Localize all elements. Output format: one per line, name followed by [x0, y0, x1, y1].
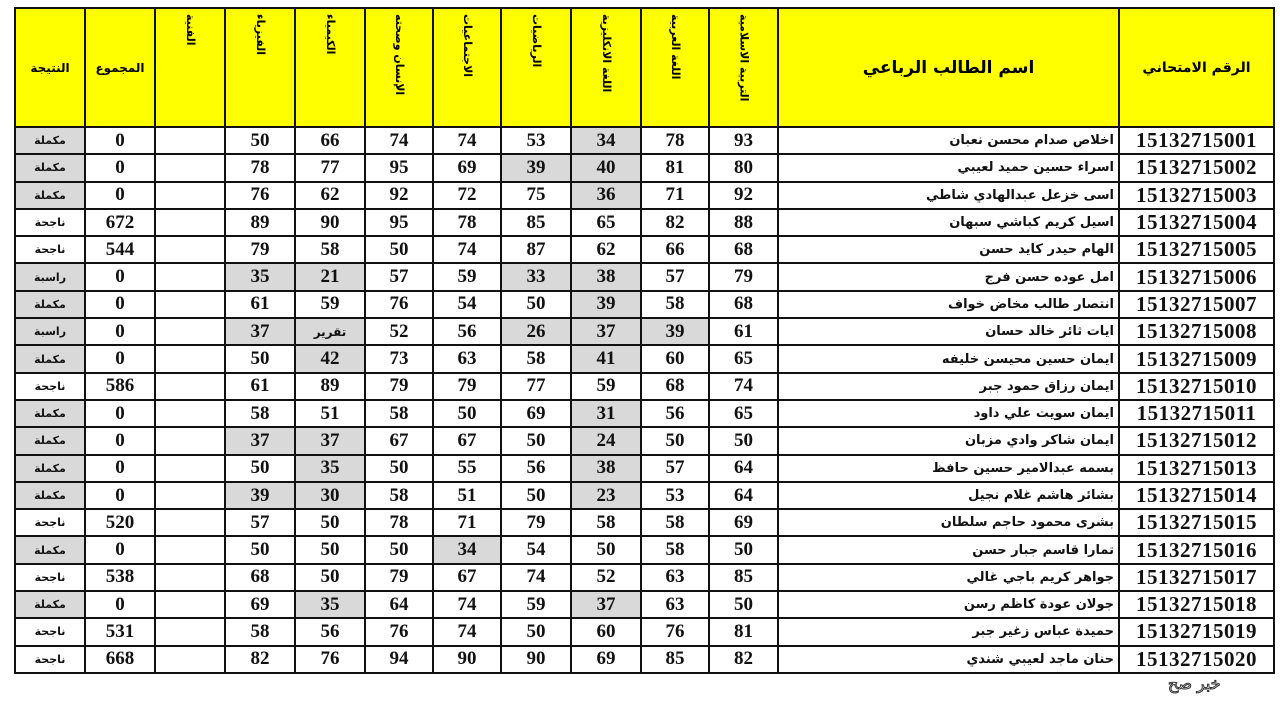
cell-social: 59	[433, 263, 501, 290]
cell-name: الهام حيدر كايد حسن	[778, 236, 1119, 263]
table-row	[15, 373, 1274, 400]
cell-social: 56	[433, 318, 501, 345]
table-row	[15, 536, 1274, 563]
cell-math: 74	[501, 564, 571, 591]
cell-human-health: 79	[365, 373, 433, 400]
cell-human-health: 57	[365, 263, 433, 290]
cell-islamic: 69	[709, 509, 778, 536]
cell-exam-no: 15132715008	[1119, 318, 1274, 345]
cell-exam-no: 15132715010	[1119, 373, 1274, 400]
cell-arabic: 76	[641, 618, 709, 645]
cell-art	[155, 154, 225, 181]
cell-math: 56	[501, 455, 571, 482]
cell-islamic: 74	[709, 373, 778, 400]
cell-exam-no: 15132715004	[1119, 209, 1274, 236]
cell-name: جواهر كريم باجي غالي	[778, 564, 1119, 591]
cell-social: 72	[433, 182, 501, 209]
cell-art	[155, 291, 225, 318]
cell-physics: 68	[225, 564, 295, 591]
cell-total: 0	[85, 591, 155, 618]
cell-physics: 50	[225, 127, 295, 154]
cell-chemistry: 21	[295, 263, 365, 290]
cell-physics: 58	[225, 400, 295, 427]
cell-social: 71	[433, 509, 501, 536]
cell-english: 37	[571, 318, 641, 345]
cell-art	[155, 400, 225, 427]
cell-human-health: 95	[365, 209, 433, 236]
cell-art	[155, 646, 225, 673]
cell-chemistry: 90	[295, 209, 365, 236]
cell-exam-no: 15132715001	[1119, 127, 1274, 154]
cell-math: 59	[501, 591, 571, 618]
cell-arabic: 71	[641, 182, 709, 209]
cell-arabic: 85	[641, 646, 709, 673]
cell-total: 0	[85, 182, 155, 209]
cell-chemistry: 77	[295, 154, 365, 181]
table-row	[15, 427, 1274, 454]
cell-chemistry: 30	[295, 482, 365, 509]
cell-art	[155, 345, 225, 372]
cell-islamic: 68	[709, 236, 778, 263]
cell-chemistry: 35	[295, 455, 365, 482]
cell-human-health: 67	[365, 427, 433, 454]
cell-art	[155, 564, 225, 591]
header-islamic: التربية الاسلامية	[709, 8, 778, 127]
cell-physics: 57	[225, 509, 295, 536]
cell-arabic: 82	[641, 209, 709, 236]
table-row	[15, 455, 1274, 482]
cell-chemistry: 89	[295, 373, 365, 400]
cell-english: 52	[571, 564, 641, 591]
cell-social: 78	[433, 209, 501, 236]
cell-exam-no: 15132715005	[1119, 236, 1274, 263]
cell-chemistry: تقرير	[295, 318, 365, 345]
cell-physics: 82	[225, 646, 295, 673]
cell-result: مكملة	[15, 455, 85, 482]
cell-result: ناجحة	[15, 373, 85, 400]
cell-math: 85	[501, 209, 571, 236]
cell-islamic: 85	[709, 564, 778, 591]
cell-art	[155, 209, 225, 236]
cell-exam-no: 15132715014	[1119, 482, 1274, 509]
cell-exam-no: 15132715006	[1119, 263, 1274, 290]
cell-total: 0	[85, 291, 155, 318]
cell-total: 0	[85, 400, 155, 427]
cell-english: 37	[571, 591, 641, 618]
cell-human-health: 50	[365, 455, 433, 482]
cell-physics: 50	[225, 455, 295, 482]
table-row	[15, 127, 1274, 154]
table-row	[15, 646, 1274, 673]
cell-islamic: 64	[709, 482, 778, 509]
cell-name: ايمان حسين محيسن خليفه	[778, 345, 1119, 372]
table-row	[15, 591, 1274, 618]
cell-arabic: 57	[641, 455, 709, 482]
cell-islamic: 68	[709, 291, 778, 318]
table-row	[15, 209, 1274, 236]
cell-name: ايمان شاكر وادي مزبان	[778, 427, 1119, 454]
cell-arabic: 66	[641, 236, 709, 263]
table-row	[15, 291, 1274, 318]
cell-name: اسيل كريم كباشي سبهان	[778, 209, 1119, 236]
cell-art	[155, 236, 225, 263]
cell-math: 26	[501, 318, 571, 345]
cell-social: 74	[433, 591, 501, 618]
cell-arabic: 58	[641, 291, 709, 318]
cell-name: اخلاص صدام محسن نعبان	[778, 127, 1119, 154]
cell-result: مكملة	[15, 127, 85, 154]
cell-art	[155, 618, 225, 645]
cell-total: 586	[85, 373, 155, 400]
cell-total: 0	[85, 536, 155, 563]
cell-english: 38	[571, 263, 641, 290]
cell-total: 0	[85, 127, 155, 154]
cell-exam-no: 15132715015	[1119, 509, 1274, 536]
cell-math: 58	[501, 345, 571, 372]
cell-human-health: 92	[365, 182, 433, 209]
cell-art	[155, 536, 225, 563]
cell-result: مكملة	[15, 345, 85, 372]
table-row	[15, 182, 1274, 209]
header-name: اسم الطالب الرباعي	[778, 8, 1119, 127]
cell-social: 90	[433, 646, 501, 673]
cell-total: 672	[85, 209, 155, 236]
cell-english: 34	[571, 127, 641, 154]
header-physics: الفيزياء	[225, 8, 295, 127]
cell-islamic: 65	[709, 400, 778, 427]
cell-name: تمارا قاسم جبار حسن	[778, 536, 1119, 563]
cell-result: ناجحة	[15, 618, 85, 645]
table-row	[15, 482, 1274, 509]
cell-islamic: 65	[709, 345, 778, 372]
cell-result: مكملة	[15, 182, 85, 209]
cell-social: 74	[433, 127, 501, 154]
cell-math: 69	[501, 400, 571, 427]
cell-social: 54	[433, 291, 501, 318]
cell-chemistry: 76	[295, 646, 365, 673]
cell-human-health: 50	[365, 536, 433, 563]
cell-islamic: 80	[709, 154, 778, 181]
cell-art	[155, 509, 225, 536]
cell-art	[155, 182, 225, 209]
cell-result: راسبة	[15, 318, 85, 345]
header-english: اللغة الانكليزية	[571, 8, 641, 127]
cell-human-health: 50	[365, 236, 433, 263]
cell-english: 40	[571, 154, 641, 181]
cell-total: 520	[85, 509, 155, 536]
cell-social: 34	[433, 536, 501, 563]
cell-english: 50	[571, 536, 641, 563]
table-body	[15, 127, 1274, 673]
cell-result: مكملة	[15, 154, 85, 181]
table-row	[15, 400, 1274, 427]
cell-islamic: 61	[709, 318, 778, 345]
cell-english: 62	[571, 236, 641, 263]
cell-arabic: 58	[641, 509, 709, 536]
cell-arabic: 57	[641, 263, 709, 290]
cell-math: 50	[501, 427, 571, 454]
cell-social: 63	[433, 345, 501, 372]
cell-math: 50	[501, 291, 571, 318]
cell-total: 0	[85, 318, 155, 345]
cell-name: حميدة عباس زغير جبر	[778, 618, 1119, 645]
cell-result: ناجحة	[15, 564, 85, 591]
cell-chemistry: 42	[295, 345, 365, 372]
cell-arabic: 63	[641, 564, 709, 591]
cell-english: 24	[571, 427, 641, 454]
header-result: النتيجة	[15, 8, 85, 127]
cell-math: 33	[501, 263, 571, 290]
cell-art	[155, 482, 225, 509]
cell-islamic: 64	[709, 455, 778, 482]
cell-total: 531	[85, 618, 155, 645]
cell-name: بسمه عبدالامير حسين حافظ	[778, 455, 1119, 482]
cell-total: 668	[85, 646, 155, 673]
cell-physics: 89	[225, 209, 295, 236]
cell-chemistry: 50	[295, 509, 365, 536]
cell-social: 79	[433, 373, 501, 400]
cell-exam-no: 15132715013	[1119, 455, 1274, 482]
cell-arabic: 78	[641, 127, 709, 154]
cell-art	[155, 127, 225, 154]
cell-name: اسى خزعل عبدالهادي شاطي	[778, 182, 1119, 209]
cell-english: 69	[571, 646, 641, 673]
table-row	[15, 154, 1274, 181]
cell-name: ايمان رزاق حمود جبر	[778, 373, 1119, 400]
cell-arabic: 50	[641, 427, 709, 454]
cell-result: مكملة	[15, 536, 85, 563]
cell-name: جولان عودة كاظم رسن	[778, 591, 1119, 618]
cell-chemistry: 35	[295, 591, 365, 618]
cell-exam-no: 15132715009	[1119, 345, 1274, 372]
cell-physics: 50	[225, 536, 295, 563]
table-row	[15, 564, 1274, 591]
cell-human-health: 95	[365, 154, 433, 181]
cell-result: ناجحة	[15, 236, 85, 263]
cell-math: 79	[501, 509, 571, 536]
cell-chemistry: 51	[295, 400, 365, 427]
cell-social: 69	[433, 154, 501, 181]
cell-human-health: 73	[365, 345, 433, 372]
cell-name: ايات ثائر خالد حسان	[778, 318, 1119, 345]
cell-physics: 50	[225, 345, 295, 372]
cell-physics: 58	[225, 618, 295, 645]
header-row	[15, 8, 1274, 127]
cell-total: 0	[85, 345, 155, 372]
cell-english: 23	[571, 482, 641, 509]
cell-result: مكملة	[15, 482, 85, 509]
cell-result: مكملة	[15, 591, 85, 618]
cell-human-health: 64	[365, 591, 433, 618]
cell-art	[155, 318, 225, 345]
cell-result: مكملة	[15, 400, 85, 427]
header-social: الاجتماعيات	[433, 8, 501, 127]
cell-physics: 61	[225, 373, 295, 400]
table-row	[15, 236, 1274, 263]
cell-exam-no: 15132715002	[1119, 154, 1274, 181]
cell-art	[155, 455, 225, 482]
cell-math: 75	[501, 182, 571, 209]
cell-result: ناجحة	[15, 509, 85, 536]
cell-chemistry: 66	[295, 127, 365, 154]
cell-math: 53	[501, 127, 571, 154]
cell-physics: 69	[225, 591, 295, 618]
student-results-table	[14, 7, 1275, 674]
cell-english: 36	[571, 182, 641, 209]
cell-arabic: 81	[641, 154, 709, 181]
cell-result: راسبة	[15, 263, 85, 290]
cell-islamic: 79	[709, 263, 778, 290]
table-row	[15, 263, 1274, 290]
cell-chemistry: 62	[295, 182, 365, 209]
watermark-logo: خبر صح	[1168, 674, 1221, 693]
cell-chemistry: 37	[295, 427, 365, 454]
cell-english: 41	[571, 345, 641, 372]
cell-chemistry: 56	[295, 618, 365, 645]
cell-result: ناجحة	[15, 209, 85, 236]
cell-islamic: 81	[709, 618, 778, 645]
cell-exam-no: 15132715012	[1119, 427, 1274, 454]
cell-physics: 39	[225, 482, 295, 509]
cell-social: 55	[433, 455, 501, 482]
cell-total: 538	[85, 564, 155, 591]
cell-total: 544	[85, 236, 155, 263]
cell-physics: 61	[225, 291, 295, 318]
cell-english: 59	[571, 373, 641, 400]
cell-english: 58	[571, 509, 641, 536]
cell-exam-no: 15132715016	[1119, 536, 1274, 563]
cell-art	[155, 591, 225, 618]
cell-result: مكملة	[15, 291, 85, 318]
cell-physics: 79	[225, 236, 295, 263]
cell-arabic: 53	[641, 482, 709, 509]
cell-exam-no: 15132715018	[1119, 591, 1274, 618]
cell-islamic: 92	[709, 182, 778, 209]
cell-human-health: 78	[365, 509, 433, 536]
cell-name: انتصار طالب مخاض خواف	[778, 291, 1119, 318]
cell-english: 38	[571, 455, 641, 482]
cell-art	[155, 427, 225, 454]
header-human-health: الإنسان وصحته	[365, 8, 433, 127]
cell-math: 50	[501, 618, 571, 645]
cell-social: 50	[433, 400, 501, 427]
cell-human-health: 76	[365, 291, 433, 318]
cell-name: ايمان سويت علي داود	[778, 400, 1119, 427]
cell-math: 50	[501, 482, 571, 509]
cell-result: مكملة	[15, 427, 85, 454]
cell-physics: 37	[225, 427, 295, 454]
cell-human-health: 79	[365, 564, 433, 591]
cell-math: 87	[501, 236, 571, 263]
cell-exam-no: 15132715020	[1119, 646, 1274, 673]
cell-english: 60	[571, 618, 641, 645]
cell-chemistry: 50	[295, 564, 365, 591]
header-math: الرياضيات	[501, 8, 571, 127]
cell-social: 67	[433, 427, 501, 454]
cell-math: 54	[501, 536, 571, 563]
cell-islamic: 82	[709, 646, 778, 673]
table-row	[15, 345, 1274, 372]
cell-chemistry: 59	[295, 291, 365, 318]
cell-exam-no: 15132715017	[1119, 564, 1274, 591]
cell-arabic: 56	[641, 400, 709, 427]
cell-name: بشرى محمود حاجم سلطان	[778, 509, 1119, 536]
cell-result: ناجحة	[15, 646, 85, 673]
cell-social: 74	[433, 618, 501, 645]
cell-chemistry: 50	[295, 536, 365, 563]
cell-total: 0	[85, 154, 155, 181]
cell-islamic: 50	[709, 591, 778, 618]
table-row	[15, 618, 1274, 645]
cell-math: 39	[501, 154, 571, 181]
cell-english: 65	[571, 209, 641, 236]
cell-islamic: 88	[709, 209, 778, 236]
cell-islamic: 93	[709, 127, 778, 154]
header-chemistry: الكيمياء	[295, 8, 365, 127]
cell-math: 77	[501, 373, 571, 400]
table-row	[15, 509, 1274, 536]
cell-chemistry: 58	[295, 236, 365, 263]
cell-english: 39	[571, 291, 641, 318]
cell-exam-no: 15132715019	[1119, 618, 1274, 645]
cell-total: 0	[85, 263, 155, 290]
cell-human-health: 94	[365, 646, 433, 673]
cell-physics: 35	[225, 263, 295, 290]
cell-total: 0	[85, 427, 155, 454]
cell-social: 67	[433, 564, 501, 591]
cell-name: اسراء حسين حميد لعيبي	[778, 154, 1119, 181]
header-exam-no: الرقم الامتحاني	[1119, 8, 1274, 127]
cell-arabic: 39	[641, 318, 709, 345]
cell-exam-no: 15132715003	[1119, 182, 1274, 209]
cell-math: 90	[501, 646, 571, 673]
cell-physics: 78	[225, 154, 295, 181]
cell-human-health: 58	[365, 400, 433, 427]
cell-name: امل عوده حسن فرج	[778, 263, 1119, 290]
cell-total: 0	[85, 455, 155, 482]
cell-english: 31	[571, 400, 641, 427]
cell-social: 74	[433, 236, 501, 263]
header-art: الفنية	[155, 8, 225, 127]
cell-arabic: 63	[641, 591, 709, 618]
cell-arabic: 58	[641, 536, 709, 563]
cell-exam-no: 15132715007	[1119, 291, 1274, 318]
cell-arabic: 60	[641, 345, 709, 372]
cell-name: بشائر هاشم غلام نجيل	[778, 482, 1119, 509]
cell-islamic: 50	[709, 427, 778, 454]
cell-human-health: 74	[365, 127, 433, 154]
cell-physics: 76	[225, 182, 295, 209]
cell-arabic: 68	[641, 373, 709, 400]
table-row	[15, 318, 1274, 345]
cell-art	[155, 263, 225, 290]
cell-exam-no: 15132715011	[1119, 400, 1274, 427]
header-arabic: اللغة العربية	[641, 8, 709, 127]
cell-human-health: 58	[365, 482, 433, 509]
cell-human-health: 52	[365, 318, 433, 345]
cell-human-health: 76	[365, 618, 433, 645]
cell-islamic: 50	[709, 536, 778, 563]
cell-total: 0	[85, 482, 155, 509]
header-total: المجموع	[85, 8, 155, 127]
cell-social: 51	[433, 482, 501, 509]
cell-name: حنان ماجد لعيبي شندي	[778, 646, 1119, 673]
cell-physics: 37	[225, 318, 295, 345]
cell-art	[155, 373, 225, 400]
